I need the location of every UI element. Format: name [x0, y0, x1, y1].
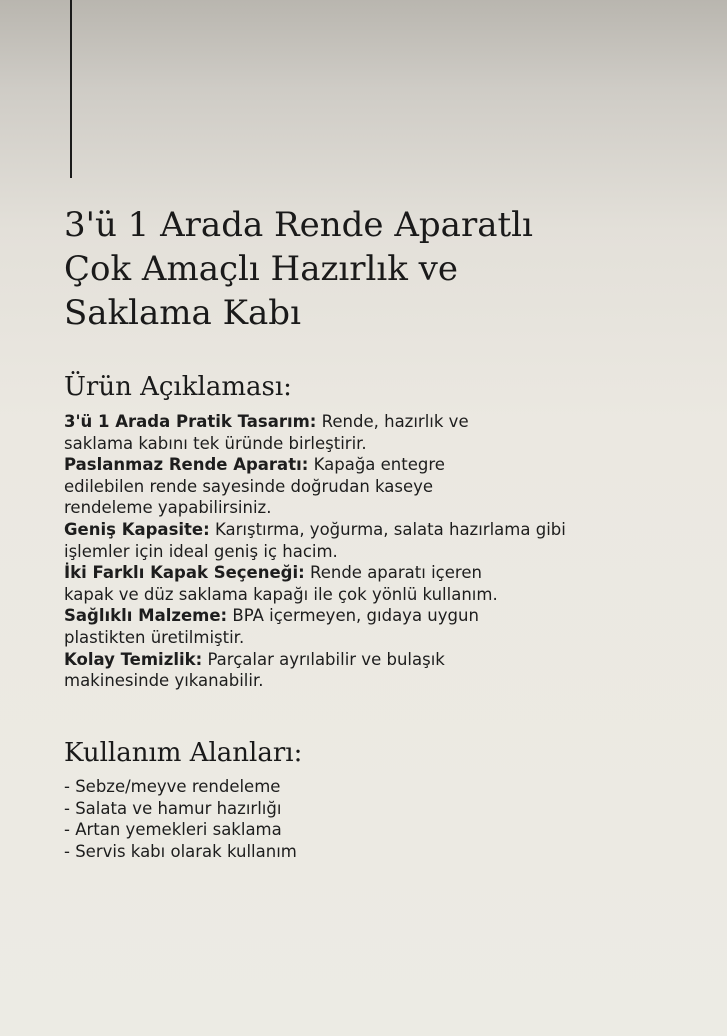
feature-text: rendeleme yapabilirsiniz. — [64, 498, 272, 518]
usage-item: - Sebze/meyve rendeleme — [64, 777, 281, 796]
feature-text: kapak ve düz saklama kapağı ile çok yönlü kullanım. — [64, 584, 498, 604]
feature-text: Kapağa entegre — [308, 455, 445, 475]
usage-item: - Servis kabı olarak kullanım — [64, 841, 297, 861]
usage-list — [64, 776, 664, 862]
title-line: Saklama Kabı — [64, 293, 301, 333]
feature-item — [64, 649, 676, 692]
description-heading: Ürün Açıklaması: — [64, 372, 292, 402]
feature-list — [64, 411, 676, 692]
feature-text: edilebilen rende sayesinde doğrudan kaseye — [64, 476, 434, 496]
feature-text: işlemler için ideal geniş iç hacim. — [64, 541, 338, 561]
feature-text: BPA içermeyen, gıdaya uygun — [227, 606, 479, 626]
title-line: 3'ü 1 Arada Rende Aparatlı — [64, 205, 533, 245]
feature-label: 3'ü 1 Arada Pratik Tasarım: — [64, 412, 317, 431]
feature-text: Parçalar ayrılabilir ve bulaşık — [202, 649, 445, 669]
usage-heading: Kullanım Alanları: — [64, 738, 303, 768]
feature-text: makinesinde yıkanabilir. — [64, 671, 264, 691]
feature-text: saklama kabını tek üründe birleştirir. — [64, 433, 367, 453]
title-line: Çok Amaçlı Hazırlık ve — [64, 249, 459, 289]
feature-label: İki Farklı Kapak Seçeneği: — [64, 563, 305, 583]
feature-item — [64, 605, 676, 648]
feature-text: Rende aparatı içeren — [304, 563, 482, 583]
product-title — [64, 203, 684, 335]
feature-label: Geniş Kapasite: — [64, 519, 210, 539]
feature-label: Paslanmaz Rende Aparatı: — [64, 455, 309, 475]
feature-item — [64, 519, 676, 562]
feature-text: Rende, hazırlık ve — [316, 412, 469, 431]
feature-item — [64, 562, 676, 605]
usage-item: - Artan yemekleri saklama — [64, 820, 282, 840]
usage-item: - Salata ve hamur hazırlığı — [64, 798, 282, 818]
feature-text: plastikten üretilmiştir. — [64, 627, 245, 647]
decorative-vertical-line — [70, 0, 72, 178]
feature-label: Kolay Temizlik: — [64, 649, 203, 669]
feature-item — [64, 411, 676, 454]
feature-label: Sağlıklı Malzeme: — [64, 606, 228, 626]
feature-text: Karıştırma, yoğurma, salata hazırlama gibi — [209, 519, 566, 539]
feature-item — [64, 454, 676, 519]
